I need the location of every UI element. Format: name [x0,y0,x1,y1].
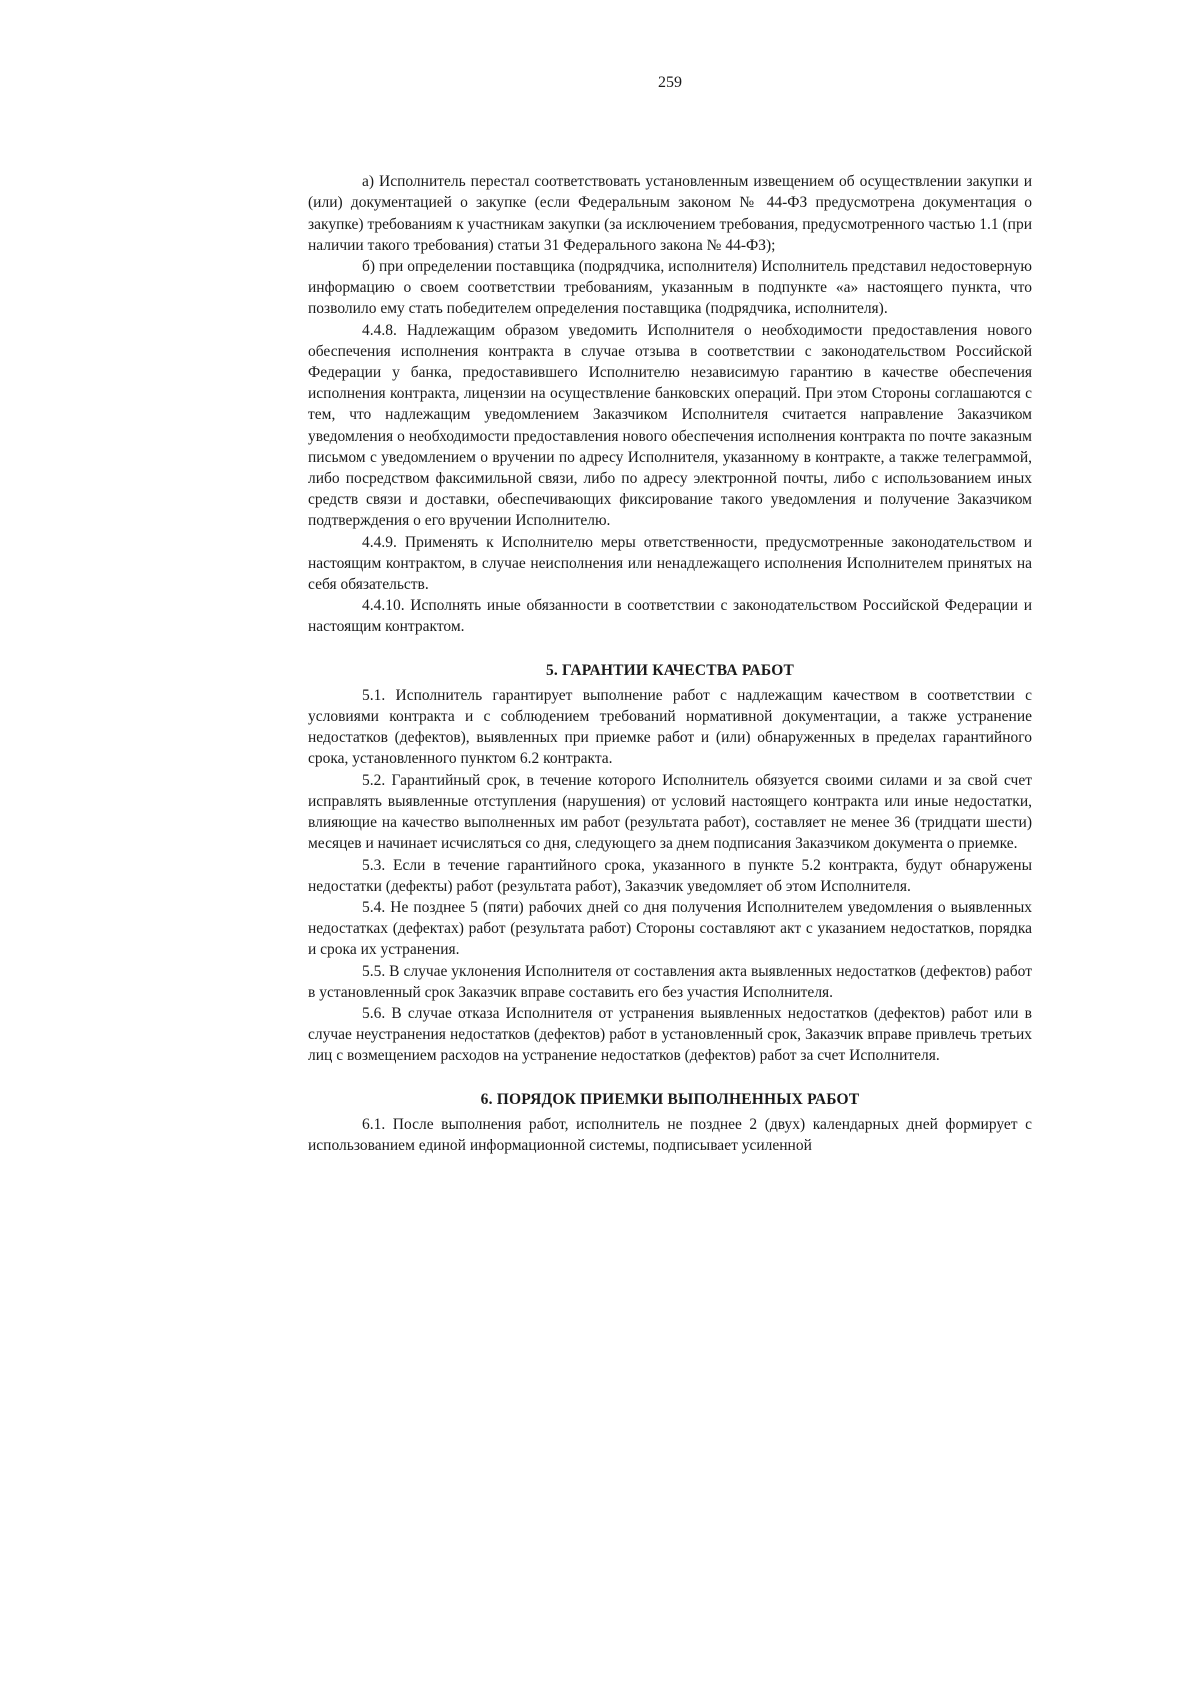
paragraph-5-5: 5.5. В случае уклонения Исполнителя от составления акта выявленных недостатков (дефектов) работ в установленный срок Заказчик вправе составить его без участия Исполнителя. [308,962,1032,1001]
section-6-heading: 6. ПОРЯДОК ПРИЕМКИ ВЫПОЛНЕННЫХ РАБОТ [480,1090,860,1108]
paragraph-5-2: 5.2. Гарантийный срок, в течение которого Исполнитель обязуется своими силами и за свой счет исправлять выявленные отступления (нарушения) от условий настоящего контракта или иные недостатки, влияющие на качество выполненных им работ (результата работ), составляет не менее 36 (тридцати шести) месяцев и начинает исчисляться со дня, следующего за днем подписания Заказчиком документа о приемке. [308,771,1032,853]
paragraph-4-4-7-a: а) Исполнитель перестал соответствовать установленным извещением об осуществлении закупки и (или) документацией о закупке (если Федеральным законом № 44-ФЗ предусмотрена документация о закупке) требованиям к участникам закупки (за исключением требования, предусмотренного частью 1.1 (при наличии такого требования) статьи 31 Федерального закона № 44-ФЗ); [308,173,1032,254]
paragraph-5-6: 5.6. В случае отказа Исполнителя от устранения выявленных недостатков (дефектов) работ или в случае неустранения недостатков (дефектов) работ в установленный срок, Заказчик вправе привлечь третьих лиц с возмещением расходов на устранение недостатков (дефектов) работ за счет Исполнителя. [308,1004,1032,1065]
document-page [308,60,1032,1156]
section-5-heading: 5. ГАРАНТИИ КАЧЕСТВА РАБОТ [545,661,795,679]
paragraph-6-1: 6.1. После выполнения работ, исполнитель не позднее 2 (двух) календарных дней формирует с использованием единой информационной системы, подписывает усиленной [308,1115,1032,1154]
paragraph-4-4-8: 4.4.8. Надлежащим образом уведомить Исполнителя о необходимости предоставления нового обеспечения исполнения контракта в случае отзыва в соответствии с законодательством Российской Федерации у банка, предоставившего Исполнителю независимую гарантию в качестве обеспечения исполнения контракта, лицензии на осуществление банковских операций. При этом Стороны соглашаются с тем, что надлежащим уведомлением Заказчиком Исполнителя считается направление Заказчиком уведомления о необходимости предоставления нового обеспечения исполнения контракта по почте заказным письмом с уведомлением о вручении по адресу Исполнителя, указанному в контракте, а также телеграммой, либо посредством факсимильной связи, либо по адресу электронной почты, либо с использованием иных средств связи и доставки, обеспечивающих фиксирование такого уведомления и получение Заказчиком подтверждения о его вручении Исполнителю. [308,321,1032,530]
paragraph-5-1: 5.1. Исполнитель гарантирует выполнение работ с надлежащим качеством в соответствии с условиями контракта и с соблюдением требований нормативной документации, а также устранение недостатков (дефектов), выявленных при приемке работ и (или) обнаруженных в пределах гарантийного срока, установленного пунктом 6.2 контракта. [308,686,1032,768]
paragraph-4-4-7-b: б) при определении поставщика (подрядчика, исполнителя) Исполнитель представил недостоверную информацию о своем соответствии требованиям, указанным в подпункте «а» настоящего пункта, что позволило ему стать победителем определения поставщика (подрядчика, исполнителя). [308,258,1032,318]
paragraph-4-4-10: 4.4.10. Исполнять иные обязанности в соответствии с законодательством Российской Федерации и настоящим контрактом. [308,597,1032,636]
paragraph-5-4: 5.4. Не позднее 5 (пяти) рабочих дней со дня получения Исполнителем уведомления о выявленных недостатках (дефектах) работ (результата работ) Стороны составляют акт с указанием недостатков, порядка и срока их устранения. [308,898,1032,959]
paragraph-5-3: 5.3. Если в течение гарантийного срока, указанного в пункте 5.2 контракта, будут обнаружены недостатки (дефекты) работ (результата работ), Заказчик уведомляет об этом Исполнителя. [308,856,1032,895]
paragraph-4-4-9: 4.4.9. Применять к Исполнителю меры ответственности, предусмотренные законодательством и настоящим контрактом, в случае неисполнения или ненадлежащего исполнения Исполнителем принятых на себя обязательств. [308,533,1032,594]
page-number: 259 [658,74,682,91]
